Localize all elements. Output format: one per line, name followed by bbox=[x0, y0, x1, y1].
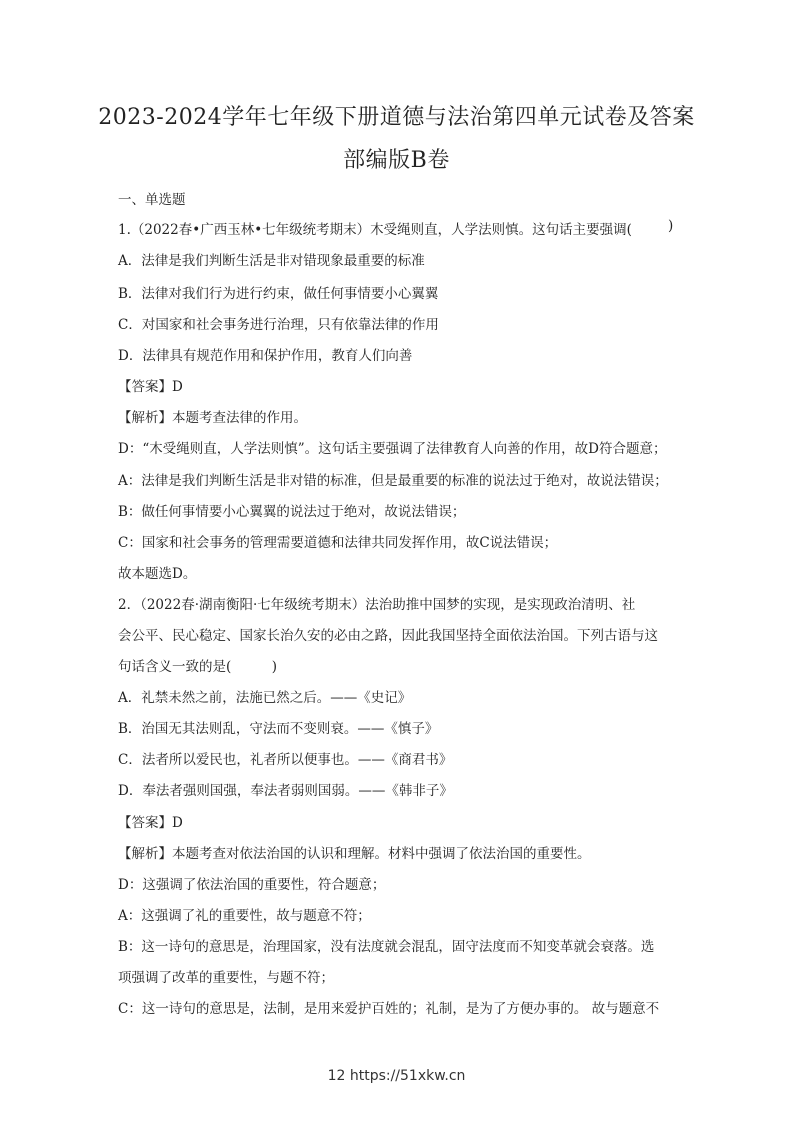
q1-blank-close: ) bbox=[668, 218, 674, 234]
q2-analysis-0: 【解析】本题考查对依法治国的认识和理解。材料中强调了依法治国的重要性。 bbox=[118, 846, 591, 862]
q1-stem: 1.（2022春•广西玉林•七年级统考期末）木受绳则直，人学法则慎。这句话主要强调( bbox=[118, 222, 632, 238]
q2-option-b: B．治国无其法则乱，守法而不变则衰。——《慎子》 bbox=[118, 721, 439, 737]
q2-option-a: A．礼禁未然之前，法施已然之后。——《史记》 bbox=[118, 690, 412, 706]
q1-analysis-4: C：国家和社会事务的管理需要道德和法律共同发挥作用，故C说法错误； bbox=[118, 535, 558, 551]
q1-analysis-0: 【解析】本题考查法律的作用。 bbox=[118, 410, 307, 426]
q1-option-d: D．法律具有规范作用和保护作用，教育人们向善 bbox=[118, 348, 413, 364]
q1-analysis-3: B：做任何事情要小心翼翼的说法过于绝对，故说法错误； bbox=[118, 504, 466, 520]
q2-analysis-1: D：这强调了依法治国的重要性，符合题意； bbox=[118, 877, 386, 893]
q1-option-a: A．法律是我们判断生活是非对错现象最重要的标准 bbox=[118, 253, 425, 269]
document-title-line2: 部编版B卷 bbox=[343, 148, 450, 173]
q1-analysis-2: A：法律是我们判断生活是非对错的标准，但是最重要的标准的说法过于绝对，故说法错误； bbox=[118, 473, 668, 489]
q1-option-b: B．法律对我们行为进行约束，做任何事情要小心翼翼 bbox=[118, 286, 439, 302]
q1-option-c: C．对国家和社会事务进行治理，只有依靠法律的作用 bbox=[118, 317, 439, 333]
q2-analysis-4: 项强调了改革的重要性，与题不符； bbox=[118, 970, 334, 986]
section-heading: 一、单选题 bbox=[118, 192, 186, 208]
q2-stem-2: 句话含义一致的是( ) bbox=[118, 659, 278, 675]
q2-analysis-5: C：这一诗句的意思是，法制，是用来爱护百姓的；礼制，是为了方便办事的。 故与题意不 bbox=[118, 1001, 660, 1017]
page-footer: 12 https://51xkw.cn bbox=[327, 1068, 466, 1084]
q2-stem-1: 会公平、民心稳定、国家长治久安的必由之路，因此我国坚持全面依法治国。下列古语与这 bbox=[118, 628, 658, 644]
q2-analysis-3: B：这一诗句的意思是，治理国家，没有法度就会混乱，固守法度而不知变革就会衰落。选 bbox=[118, 939, 655, 955]
q2-analysis-2: A：这强调了礼的重要性，故与题意不符； bbox=[118, 908, 371, 924]
q2-option-d: D．奉法者强则国强，奉法者弱则国弱。——《韩非子》 bbox=[118, 783, 453, 799]
q1-answer: 【答案】D bbox=[118, 379, 183, 395]
q1-analysis-5: 故本题选D。 bbox=[118, 566, 197, 582]
document-title-line1: 2023-2024学年七年级下册道德与法治第四单元试卷及答案 bbox=[98, 105, 695, 130]
q2-option-c: C．法者所以爱民也，礼者所以便事也。——《商君书》 bbox=[118, 752, 453, 768]
q2-stem-0: 2．（2022春·湖南衡阳·七年级统考期末）法治助推中国梦的实现，是实现政治清明、社 bbox=[118, 597, 636, 613]
q1-analysis-1: D：“木受绳则直，人学法则慎”。这句话主要强调了法律教育人向善的作用，故D符合题意； bbox=[118, 441, 667, 457]
q2-answer: 【答案】D bbox=[118, 815, 183, 831]
